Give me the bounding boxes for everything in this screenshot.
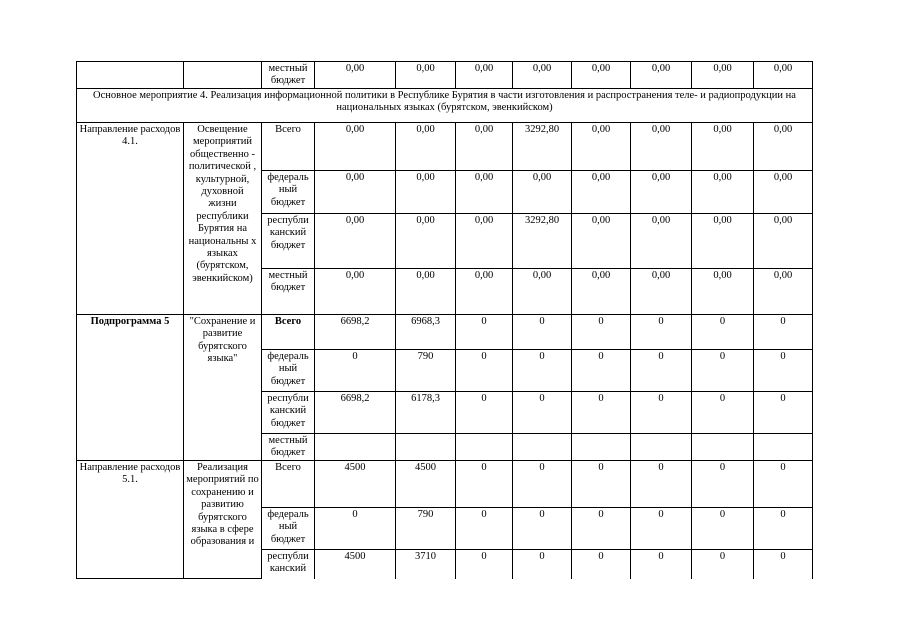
table-cell: 0,00 — [754, 171, 813, 214]
table-cell: республи канский бюджет — [262, 214, 315, 269]
table-cell: 0,00 — [754, 123, 813, 171]
table-row — [77, 62, 813, 89]
table-cell: 0,00 — [396, 214, 456, 269]
table-cell: 0 — [456, 508, 513, 550]
table-cell: 0 — [315, 350, 396, 392]
table-cell: 0,00 — [315, 171, 396, 214]
table-cell: 0,00 — [631, 62, 692, 89]
table-cell — [456, 434, 513, 461]
table-cell: 0,00 — [315, 123, 396, 171]
table-cell — [692, 434, 754, 461]
table-cell — [513, 434, 572, 461]
table-cell: 0 — [754, 315, 813, 350]
table-cell: 0,00 — [572, 269, 631, 315]
table-cell: 0,00 — [631, 269, 692, 315]
table-cell: Освещение мероприятий общественно - политической , культурной, духовной жизни республики Бурятия на национальны х языках (бурятском, эвенкийском) — [184, 123, 262, 315]
table-cell: 0 — [315, 508, 396, 550]
table-cell: 0,00 — [456, 214, 513, 269]
table-cell: 0 — [692, 392, 754, 434]
table-cell: 0 — [631, 461, 692, 508]
table-cell: 0 — [631, 550, 692, 579]
table-cell: 4500 — [315, 550, 396, 579]
table-cell: 6698,2 — [315, 392, 396, 434]
table-cell: 0,00 — [631, 214, 692, 269]
table-cell: Подпрограмма 5 — [77, 315, 184, 461]
table-cell: Всего — [262, 461, 315, 508]
table-cell: Всего — [262, 123, 315, 171]
table-cell: 0,00 — [456, 269, 513, 315]
table-cell: 0 — [572, 550, 631, 579]
table-cell: Всего — [262, 315, 315, 350]
table-cell: 0,00 — [572, 171, 631, 214]
table-cell: 0,00 — [692, 171, 754, 214]
table-cell: республи канский бюджет — [262, 392, 315, 434]
table-cell: 0,00 — [456, 123, 513, 171]
table-row — [77, 123, 813, 171]
table-cell: федераль ный бюджет — [262, 350, 315, 392]
table-cell: 0,00 — [315, 214, 396, 269]
table-cell: 0 — [692, 350, 754, 392]
table-cell: 0 — [456, 315, 513, 350]
table-cell — [184, 62, 262, 89]
table-cell: 0 — [754, 508, 813, 550]
table-cell: 0,00 — [396, 269, 456, 315]
table-row — [77, 315, 813, 350]
table-cell: 0 — [572, 350, 631, 392]
table-cell: Направление расходов 5.1. — [77, 461, 184, 579]
table-cell: 0 — [572, 392, 631, 434]
table-cell — [315, 434, 396, 461]
table-cell: 0 — [513, 508, 572, 550]
table-cell: 0 — [692, 550, 754, 579]
table-cell: республи канский — [262, 550, 315, 579]
table-cell: 0,00 — [513, 269, 572, 315]
table-cell: 0 — [754, 392, 813, 434]
table-cell: 0,00 — [315, 62, 396, 89]
table-cell — [396, 434, 456, 461]
table-cell: 0,00 — [456, 62, 513, 89]
table-cell: 4500 — [315, 461, 396, 508]
table-cell: 0 — [513, 550, 572, 579]
table-row — [77, 461, 813, 508]
table-cell: 790 — [396, 508, 456, 550]
table-cell: 0 — [631, 315, 692, 350]
table-cell: 0,00 — [396, 123, 456, 171]
table-cell — [77, 62, 184, 89]
table-cell: 0,00 — [754, 62, 813, 89]
table-cell: 0 — [456, 350, 513, 392]
table-cell: 0,00 — [692, 123, 754, 171]
table-cell: 6178,3 — [396, 392, 456, 434]
section-header-row — [77, 89, 813, 123]
table-cell: 0 — [692, 315, 754, 350]
table-cell — [572, 434, 631, 461]
table-cell: 0,00 — [315, 269, 396, 315]
table-cell: 3292,80 — [513, 123, 572, 171]
table-cell: 0 — [631, 508, 692, 550]
table-cell: 0,00 — [396, 62, 456, 89]
table-cell: 0 — [631, 350, 692, 392]
table-cell: 0 — [456, 550, 513, 579]
table-cell: 0 — [572, 508, 631, 550]
table-cell: 6698,2 — [315, 315, 396, 350]
table-cell: 3292,80 — [513, 214, 572, 269]
document-page — [76, 61, 813, 579]
table-cell: 0 — [754, 350, 813, 392]
table-cell: федераль ный бюджет — [262, 508, 315, 550]
table-cell: 0 — [513, 315, 572, 350]
table-cell: 0,00 — [572, 214, 631, 269]
table-cell: 0,00 — [396, 171, 456, 214]
table-cell: 0 — [754, 550, 813, 579]
table-cell: 0,00 — [692, 62, 754, 89]
table-cell: "Сохранение и развитие бурятского языка" — [184, 315, 262, 461]
table-cell: 0,00 — [572, 62, 631, 89]
table-body — [77, 62, 813, 579]
table-cell: местный бюджет — [262, 62, 315, 89]
table-cell: местный бюджет — [262, 269, 315, 315]
table-cell: федераль ный бюджет — [262, 171, 315, 214]
table-cell: 790 — [396, 350, 456, 392]
table-cell: 0,00 — [631, 171, 692, 214]
table-cell: 0 — [456, 392, 513, 434]
table-cell: Направление расходов 4.1. — [77, 123, 184, 315]
table-cell: местный бюджет — [262, 434, 315, 461]
table-cell: 0 — [572, 461, 631, 508]
table-cell: 0,00 — [754, 269, 813, 315]
table-cell: 0,00 — [572, 123, 631, 171]
table-cell: 0 — [513, 461, 572, 508]
table-cell: 0 — [513, 350, 572, 392]
table-cell: 4500 — [396, 461, 456, 508]
table-cell: 0 — [456, 461, 513, 508]
table-cell: 0 — [513, 392, 572, 434]
table-cell: 0,00 — [513, 62, 572, 89]
table-cell: 0 — [754, 461, 813, 508]
table-cell: 0,00 — [692, 214, 754, 269]
table-cell: 0,00 — [513, 171, 572, 214]
table-cell: 0 — [692, 461, 754, 508]
table-cell: 0,00 — [692, 269, 754, 315]
table-cell: 3710 — [396, 550, 456, 579]
table-cell: 0,00 — [631, 123, 692, 171]
table-cell: 0 — [692, 508, 754, 550]
table-cell: 0,00 — [754, 214, 813, 269]
table-cell: 0 — [572, 315, 631, 350]
table-cell: Реализация мероприятий по сохранению и развитию бурятского языка в сфере образования и — [184, 461, 262, 579]
table-cell: 0 — [631, 392, 692, 434]
table-cell: 6968,3 — [396, 315, 456, 350]
table-cell — [754, 434, 813, 461]
table-cell — [631, 434, 692, 461]
table-cell: 0,00 — [456, 171, 513, 214]
budget-table — [76, 61, 813, 579]
section-title-cell: Основное мероприятие 4. Реализация информационной политики в Республике Бурятия в части изготовления и распространения теле- и радиопродукции на национальных языках (бурятском, эвенкийском) — [77, 89, 813, 123]
